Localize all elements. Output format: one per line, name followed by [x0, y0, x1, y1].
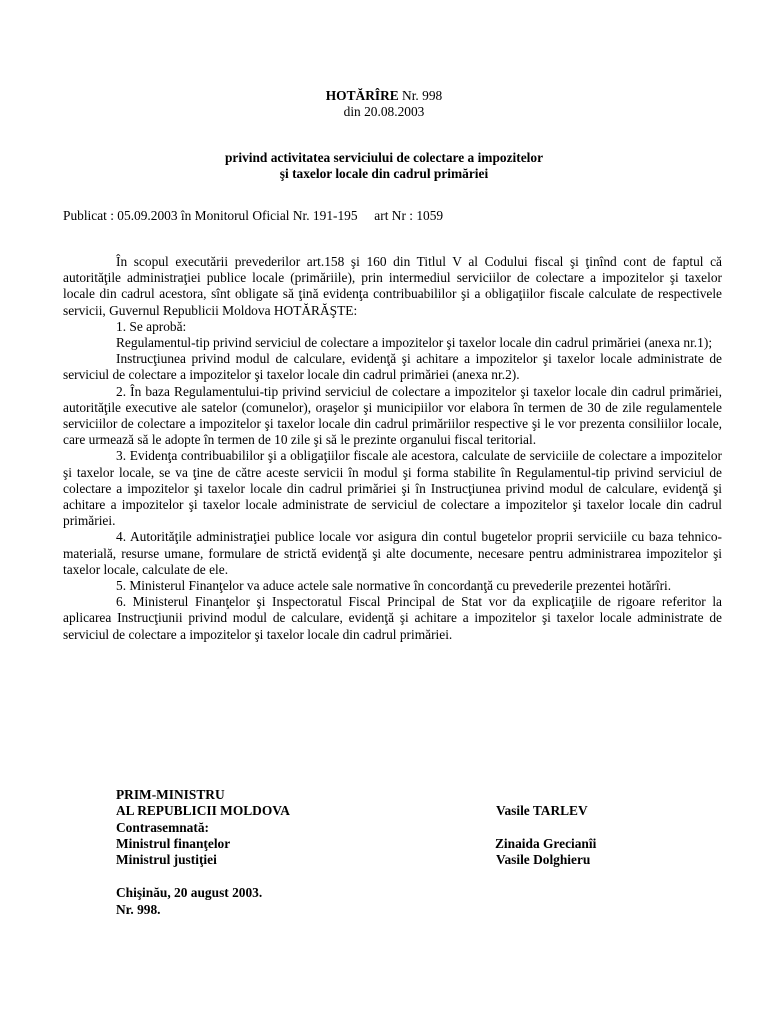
publication-info: Publicat : 05.09.2003 în Monitorul Oficial Nr. 191-195 art Nr : 1059 [63, 208, 444, 223]
subject-line-2: şi taxelor locale din cadrul primăriei [279, 166, 489, 181]
article-1-heading: 1. Se aprobă: [116, 318, 187, 334]
article-1-item-instruction: Instrucţiunea privind modul de calculare, evidenţă şi achitare a impozitelor şi taxelor locale administrate de serviciul de colectare a impozitelor şi taxelor locale din cadrul primăriei (anexa nr.2). [63, 351, 722, 383]
decision-number: Nr. 998. [116, 902, 161, 917]
article-1-item-regulation: Regulamentul-tip privind serviciul de colectare a impozitelor şi taxelor locale din cadrul primăriei (anexa nr.1); [116, 335, 713, 351]
justice-minister-role: Ministrul justiţiei [116, 852, 217, 868]
document-body [63, 254, 722, 643]
countersigned-label: Contrasemnată: [116, 819, 209, 835]
justice-minister-name: Vasile Dolghieru [496, 852, 591, 868]
title-keyword: HOTĂRÎRE [325, 88, 399, 103]
finance-minister-name: Zinaida Grecianîi [495, 835, 597, 851]
finance-minister-role: Ministrul finanţelor [116, 835, 231, 851]
document-title [0, 88, 768, 104]
article-3-paragraph: 3. Evidenţa contribuabililor şi a obligaţiilor fiscale ale acestora, calculate de serviciile de colectare a impozitelor şi taxelor locale, se va ţine de către aceste servicii în modul şi forma stabilite în Regulamentul-tip privind serviciul de colectare a impozitelor şi taxelor locale din cadrul primăriei şi în Instrucţiunea privind modul de calculare, evidenţă şi achitare a impozitelor şi taxelor locale administrate de serviciul de colectare a impozitelor şi taxelor locale din cadrul primăriei. [63, 448, 722, 529]
pm-role-line-2: AL REPUBLICII MOLDOVA [116, 803, 290, 819]
article-5-paragraph: 5. Ministerul Finanţelor va aduce actele sale normative în concordanţă cu prevederile prezentei hotărîri. [116, 578, 672, 594]
signature-row [116, 836, 676, 852]
document-date: din 20.08.2003 [343, 104, 425, 119]
pm-name: Vasile TARLEV [496, 803, 588, 819]
document-footer [116, 884, 262, 918]
place-and-date: Chişinău, 20 august 2003. [116, 885, 263, 900]
article-2-paragraph: 2. În baza Regulamentului-tip privind serviciul de colectare a impozitelor şi taxelor locale din cadrul primăriei, autorităţile executive ale satelor (comunelor), oraşelor şi municipiilor vor elabora în termen de 30 de zile regulamentele serviciilor de colectare a impozitelor şi taxelor locale din cadrul primăriilor respective şi le vor prezenta consiliilor locale, care urmează să le adopte în termen de 10 zile şi să le prezinte organului fiscal teritorial. [63, 383, 722, 448]
signature-row [116, 787, 676, 803]
signature-row [116, 820, 676, 836]
signature-row [116, 852, 676, 868]
preamble-paragraph: În scopul executării prevederilor art.158 şi 160 din Titlul V al Codului fiscal şi ţinînd cont de faptul că autorităţile administraţiei publice locale (primăriile), prin intermediul serviciilor de colectare a impozitelor şi taxelor locale din cadrul acestora, sînt obligate să ţină evidenţa contribuabililor şi a obligaţiilor fiscale calculate de respectivele servicii, Guvernul Republicii Moldova HOTĂRĂŞTE: [63, 254, 722, 318]
article-6-paragraph: 6. Ministerul Finanţelor şi Inspectoratul Fiscal Principal de Stat vor da explicaţiile de rigoare referitor la aplicarea Instrucţiunii privind modul de calculare, evidenţă şi achitare a impozitelor şi taxelor locale administrate de serviciul de colectare a impozitelor şi taxelor locale din cadrul primăriei. [63, 594, 722, 642]
article-4-paragraph: 4. Autorităţile administraţiei publice locale vor asigura din contul bugetelor proprii serviciile cu baza tehnico-materială, resurse umane, formulare de strictă evidenţă şi alte documente, necesare pentru administrarea impozitelor şi taxelor locale, calculate de ele. [63, 529, 722, 577]
signature-row [116, 803, 676, 819]
title-number: Nr. 998 [398, 88, 443, 103]
signature-block [116, 787, 676, 868]
pm-role-line-1: PRIM-MINISTRU [116, 787, 225, 802]
subject-line-1: privind activitatea serviciului de colectare a impozitelor [224, 150, 544, 165]
